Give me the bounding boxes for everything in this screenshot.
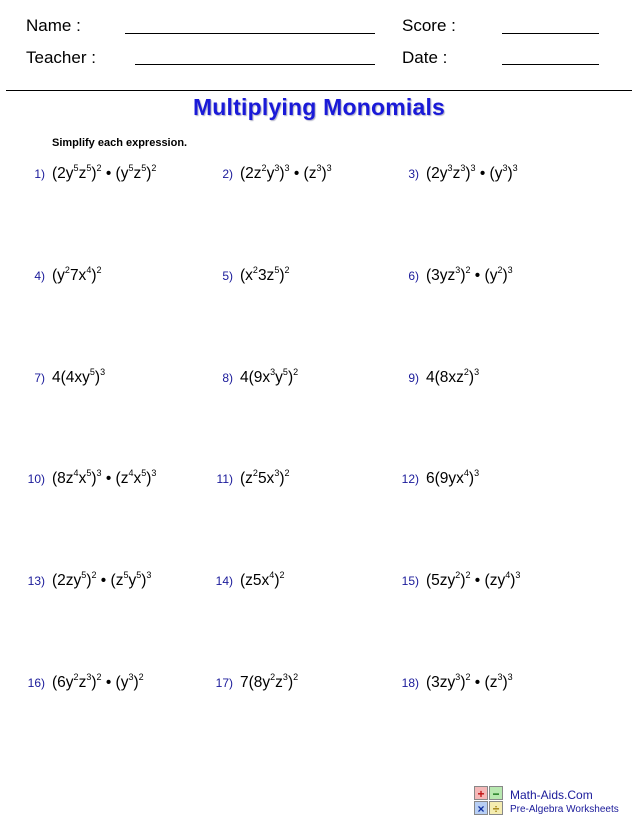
plus-icon: +: [474, 786, 488, 800]
problem-18: [396, 673, 513, 692]
problem-expression: $4(9x^3y^5)^2$: [240, 367, 299, 387]
problem-4: [22, 266, 102, 285]
problem-17: [210, 673, 298, 692]
problem-expression: $7(8y^2z^3)^2$: [240, 672, 299, 692]
date-field[interactable]: [502, 64, 599, 65]
minus-icon: −: [489, 786, 503, 800]
problem-expression: $6(9yx^4)^3$: [426, 468, 480, 488]
problem-expression: $4(8xz^2)^3$: [426, 367, 480, 387]
problem-7: [22, 368, 105, 387]
problem-expression: $(2y^3z^3)^3$ • $(y^3)^3$: [426, 163, 518, 183]
problem-expression: $4(4xy^5)^3$: [52, 367, 106, 387]
problem-number: 15): [401, 574, 419, 589]
problem-number: 6): [408, 269, 419, 284]
problem-12: [396, 469, 479, 488]
problem-13: [22, 571, 151, 590]
problem-number: 7): [34, 371, 45, 386]
problem-14: [210, 571, 285, 590]
problem-2: [210, 164, 332, 183]
problem-expression: $(8z^4x^5)^3$ • $(z^4x^5)^3$: [52, 468, 157, 488]
problem-3: [396, 164, 518, 183]
problem-expression: $(2z^2y^3)^3$ • $(z^3)^3$: [240, 163, 332, 183]
problem-number: 5): [222, 269, 233, 284]
teacher-field[interactable]: [135, 64, 375, 65]
problem-number: 11): [216, 472, 233, 487]
problem-number: 18): [401, 676, 419, 691]
problem-number: 12): [401, 472, 419, 487]
problem-expression: $(5zy^2)^2$ • $(zy^4)^3$: [426, 570, 521, 590]
problem-number: 2): [222, 167, 233, 182]
problem-number: 17): [215, 676, 233, 691]
problem-11: [210, 469, 290, 488]
problem-number: 4): [34, 269, 45, 284]
score-field[interactable]: [502, 33, 599, 34]
problem-expression: $(3zy^3)^2$ • $(z^3)^3$: [426, 672, 513, 692]
problem-number: 16): [27, 676, 45, 691]
problem-expression: $(z^25x^3)^2$: [240, 468, 290, 488]
instructions: Simplify each expression.: [52, 137, 188, 149]
problem-6: [396, 266, 513, 285]
problem-number: 1): [34, 167, 45, 182]
header-divider: [6, 90, 632, 91]
problem-1: [22, 164, 156, 183]
teacher-label: Teacher :: [26, 48, 96, 67]
problem-8: [210, 368, 298, 387]
brand-name: Math-Aids.Com: [510, 788, 593, 802]
problem-expression: $(x^23z^5)^2$: [240, 265, 290, 285]
problem-number: 8): [222, 371, 233, 386]
score-label: Score :: [402, 16, 456, 35]
brand-subtitle: Pre-Algebra Worksheets: [510, 804, 619, 815]
problem-number: 9): [408, 371, 419, 386]
divide-icon: ÷: [489, 801, 503, 815]
problem-expression: $(z5x^4)^2$: [240, 570, 285, 590]
problem-9: [396, 368, 479, 387]
problem-expression: $(2y^5z^5)^2$ • $(y^5z^5)^2$: [52, 163, 157, 183]
problem-15: [396, 571, 520, 590]
math-aids-logo: [474, 786, 504, 816]
name-field[interactable]: [125, 33, 375, 34]
problem-number: 3): [408, 167, 419, 182]
problem-expression: $(2zy^5)^2$ • $(z^5y^5)^3$: [52, 570, 152, 590]
date-label: Date :: [402, 48, 448, 67]
problem-expression: $(3yz^3)^2$ • $(y^2)^3$: [426, 265, 513, 285]
problem-expression: $(6y^2z^3)^2$ • $(y^3)^2$: [52, 672, 144, 692]
times-icon: ×: [474, 801, 488, 815]
name-label: Name :: [26, 16, 81, 35]
problem-expression: $(y^27x^4)^2$: [52, 265, 102, 285]
problem-number: 13): [27, 574, 45, 589]
worksheet-title: Multiplying Monomials: [192, 94, 446, 120]
problem-number: 14): [215, 574, 233, 589]
problem-10: [22, 469, 156, 488]
problem-number: 10): [27, 472, 45, 487]
problem-5: [210, 266, 290, 285]
problem-16: [22, 673, 144, 692]
